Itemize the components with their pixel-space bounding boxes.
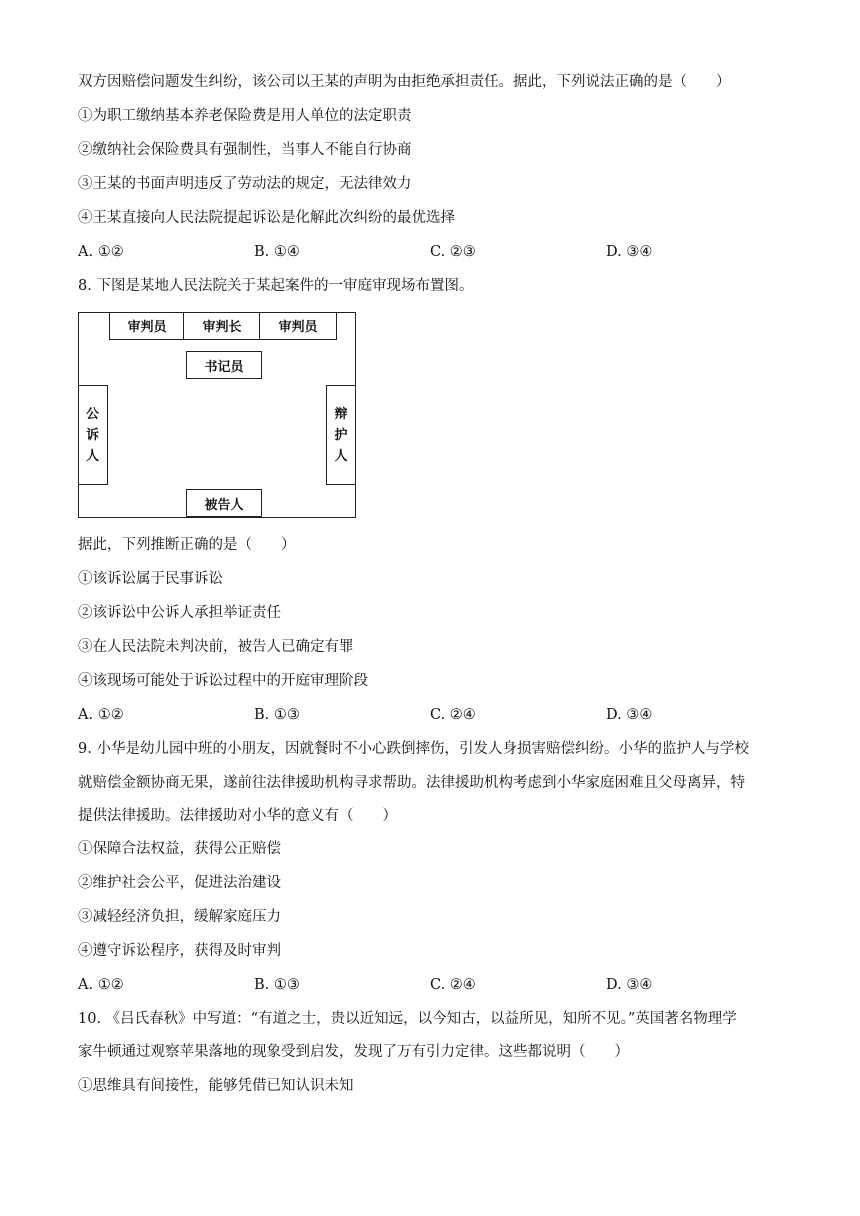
q7-item-4: ④王某直接向人民法院提起诉讼是化解此次纠纷的最优选择 <box>78 210 455 226</box>
q10-item-1: ①思维具有间接性，能够凭借已知认识未知 <box>78 1078 354 1094</box>
defender-char-2: 护 <box>334 427 348 443</box>
q8-stem: 8. 下图是某地人民法院关于某起案件的一审庭审现场布置图。 <box>78 278 474 294</box>
q8-option-a: A. ①② <box>78 707 124 723</box>
q9-option-b: B. ①③ <box>254 977 300 993</box>
prosecutor-box <box>78 385 108 485</box>
defender-char-1: 辩 <box>334 406 348 422</box>
q8-item-1: ①该诉讼属于民事诉讼 <box>78 571 223 587</box>
q9-item-2: ②维护社会公平，促进法治建设 <box>78 875 281 891</box>
prosecutor-char-2: 诉 <box>85 427 99 443</box>
q9-item-4: ④遵守诉讼程序，获得及时审判 <box>78 943 281 959</box>
q10-stem-line-1: 10. 《吕氏春秋》中写道：“有道之士，贵以近知远，以今知古，以益所见，知所不见。”英国著名物理学 <box>78 1011 737 1027</box>
q7-option-c: C. ②③ <box>430 244 476 260</box>
defender-char-3: 人 <box>334 448 348 464</box>
q7-item-2: ②缴纳社会保险费具有强制性，当事人不能自行协商 <box>78 142 412 158</box>
q8-item-3: ③在人民法院未判决前，被告人已确定有罪 <box>78 639 354 655</box>
defendant-box: 被告人 <box>186 489 262 517</box>
q9-stem-line-2: 就赔偿金额协商无果，遂前往法律援助机构寻求帮助。法律援助机构考虑到小华家庭困难且父母离异，特 <box>78 775 745 791</box>
prosecutor-char-1: 公 <box>85 406 99 422</box>
q9-option-a: A. ①② <box>78 977 124 993</box>
q8-item-4: ④该现场可能处于诉讼过程中的开庭审理阶段 <box>78 673 368 689</box>
clerk-box: 书记员 <box>186 351 262 379</box>
q9-item-1: ①保障合法权益，获得公正赔偿 <box>78 841 281 857</box>
q7-option-a: A. ①② <box>78 244 124 260</box>
q9-stem-line-1: 9. 小华是幼儿园中班的小朋友，因就餐时不小心跌倒摔伤，引发人身损害赔偿纠纷。小华的监护人与学校 <box>78 741 749 757</box>
prosecutor-char-3: 人 <box>85 448 99 464</box>
q10-stem-line-2: 家牛顿通过观察苹果落地的现象受到启发，发现了万有引力定律。这些都说明（ ） <box>78 1044 629 1060</box>
chief-judge-box: 审判长 <box>183 312 261 340</box>
q7-item-3: ③王某的书面声明违反了劳动法的规定，无法律效力 <box>78 176 412 192</box>
q9-option-d: D. ③④ <box>606 977 653 993</box>
q7-stem-line: 双方因赔偿问题发生纠纷，该公司以王某的声明为由拒绝承担责任。据此，下列说法正确的是（ ） <box>78 74 731 90</box>
q7-item-1: ①为职工缴纳基本养老保险费是用人单位的法定职责 <box>78 108 412 124</box>
q8-option-c: C. ②④ <box>430 707 476 723</box>
q7-option-d: D. ③④ <box>606 244 653 260</box>
defender-box <box>326 385 356 485</box>
judge-left-box: 审判员 <box>109 312 185 340</box>
q8-option-b: B. ①③ <box>254 707 300 723</box>
q8-option-d: D. ③④ <box>606 707 653 723</box>
q8-question: 据此，下列推断正确的是（ ） <box>78 537 296 553</box>
judge-right-box: 审判员 <box>259 312 337 340</box>
q9-stem-line-3: 提供法律援助。法律援助对小华的意义有（ ） <box>78 808 397 824</box>
q7-option-b: B. ①④ <box>254 244 300 260</box>
q9-option-c: C. ②④ <box>430 977 476 993</box>
courtroom-layout-diagram <box>78 312 356 518</box>
q8-item-2: ②该诉讼中公诉人承担举证责任 <box>78 605 281 621</box>
q9-item-3: ③减轻经济负担，缓解家庭压力 <box>78 909 281 925</box>
